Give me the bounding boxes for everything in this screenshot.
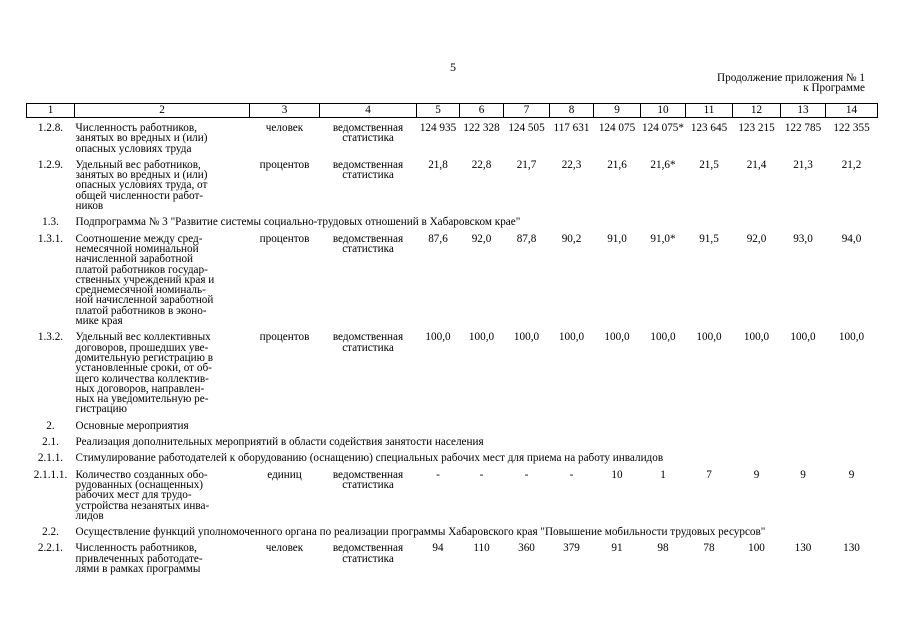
value-cell: 9	[800, 468, 806, 481]
value-cell: 130	[843, 542, 860, 555]
unit-cell: процентов	[259, 158, 310, 171]
header-cell: 12	[733, 104, 781, 118]
table-row	[27, 465, 878, 522]
continuation-note: Продолжение приложения № 1 к Программе	[717, 72, 865, 95]
header-cell: 13	[781, 104, 826, 118]
value-cell: 100,0	[838, 331, 865, 344]
indicator-name: Удельный вес коллективных договоров, прошедших уве- домительную регистрацию в установленные сроки, от об- щего количества коллектив- ных договоров, направлен- ных на уведомительную ре- гистрацию	[75, 331, 214, 416]
value-cell: 21,4	[746, 158, 767, 171]
value-cell: 7	[706, 468, 712, 481]
value-cell: 98	[657, 542, 669, 555]
value-cell: -	[479, 468, 484, 481]
value-cell: 123 215	[738, 122, 775, 134]
value-cell: -	[524, 468, 529, 481]
row-number: 2.2.1.	[37, 542, 64, 555]
header-cell: 14	[826, 104, 878, 118]
indicator-name: Соотношение между сред- немесячной номинальной начисленной заработной платой работников государ- ственных учреждений края и среднемесячной номиналь- ной начисленной заработной платой работников в эконо- мике края	[75, 232, 215, 328]
value-cell: 9	[848, 468, 855, 481]
source-cell: ведомственная статистика	[332, 331, 404, 354]
indicator-name: Количество созданных обо- рудованных (оснащенных) рабочих мест для трудо- устройства незанятых инва- лидов	[75, 468, 210, 522]
value-cell: 91	[611, 542, 623, 555]
value-cell: 91,5	[699, 232, 719, 245]
value-cell: 122 355	[833, 122, 870, 134]
value-cell: 1	[660, 468, 666, 481]
value-cell: 100,0	[468, 331, 495, 344]
value-cell: 100,0	[743, 331, 770, 344]
value-cell: 91,0	[607, 232, 627, 245]
value-cell: 87,8	[516, 232, 537, 245]
value-cell: -	[436, 468, 440, 481]
header-cell: 4	[320, 104, 417, 118]
value-cell: 93,0	[793, 232, 813, 245]
value-cell: 87,6	[428, 232, 448, 245]
header-cell: 3	[250, 104, 320, 118]
value-cell: 21,7	[516, 158, 537, 171]
indicators-table	[26, 103, 878, 575]
section-row	[27, 432, 878, 448]
source-cell: ведомственная статистика	[332, 158, 404, 182]
header-cell: 10	[641, 104, 686, 118]
header-cell: 1	[27, 104, 75, 118]
table-row	[27, 538, 878, 575]
row-number: 1.3.	[42, 216, 59, 229]
unit-cell: человек	[265, 122, 304, 134]
table-body	[27, 118, 878, 576]
table-row	[27, 327, 878, 415]
value-cell: 21,8	[428, 158, 448, 171]
row-number: 2.1.1.1.	[33, 468, 68, 481]
source-cell: ведомственная статистика	[332, 122, 404, 145]
indicator-name: Удельный вес работников, занятых во вредных и (или) опасных условиях труда, от общей численности работ- ников	[75, 158, 208, 213]
table-row	[27, 155, 878, 212]
row-number: 2.2.	[42, 526, 59, 539]
value-cell: 21,6	[607, 158, 627, 171]
value-cell: 100,0	[604, 331, 630, 344]
value-cell: -	[569, 468, 574, 481]
value-cell: 94	[432, 542, 444, 555]
section-title: Осуществление функций уполномоченного органа по реализации программы Хабаровского края "Повышение мобильности трудовых ресурсов"	[75, 526, 766, 539]
source-cell: ведомственная статистика	[332, 468, 404, 491]
value-cell: 124 505	[508, 122, 545, 134]
section-row	[27, 448, 878, 464]
row-number: 2.1.1.	[37, 452, 64, 465]
header-cell: 11	[686, 104, 733, 118]
value-cell: 21,6*	[650, 158, 676, 171]
value-cell: 91,0*	[650, 232, 676, 245]
section-title: Реализация дополнительных мероприятий в области содействия занятости населения	[75, 436, 484, 449]
value-cell: 92,0	[471, 232, 492, 245]
section-title: Подпрограмма № 3 "Развитие системы социально-трудовых отношений в Хабаровском крае"	[75, 216, 521, 229]
value-cell: 123 645	[690, 122, 728, 134]
section-title: Стимулирование работодателей к оборудованию (оснащению) специальных рабочих мест для приема на работу инвалидов	[75, 452, 664, 465]
section-row	[27, 416, 878, 432]
value-cell: 21,5	[699, 158, 719, 171]
value-cell: 100,0	[425, 331, 451, 344]
value-cell: 10	[611, 468, 623, 481]
section-row	[27, 212, 878, 228]
header-cell: 9	[594, 104, 641, 118]
unit-cell: человек	[265, 542, 304, 555]
value-cell: 100,0	[558, 331, 585, 344]
table-row	[27, 229, 878, 328]
section-title: Основные мероприятия	[75, 419, 189, 432]
value-cell: 117 631	[553, 122, 590, 134]
value-cell: 379	[563, 542, 580, 555]
table-header-row	[27, 104, 878, 118]
header-cell: 8	[550, 104, 594, 118]
value-cell: 122 328	[463, 122, 500, 134]
value-cell: 360	[518, 542, 535, 555]
row-number: 1.3.2.	[37, 331, 64, 344]
value-cell: 21,2	[841, 158, 862, 171]
row-number: 2.1.	[42, 436, 59, 449]
value-cell: 124 075	[598, 122, 636, 134]
row-number: 2.	[46, 419, 55, 432]
value-cell: 22,8	[471, 158, 492, 171]
unit-cell: единиц	[267, 468, 302, 481]
value-cell: 100,0	[696, 331, 722, 344]
header-cell: 6	[460, 104, 504, 118]
value-cell: 100,0	[650, 331, 676, 344]
header-cell: 2	[75, 104, 250, 118]
value-cell: 78	[703, 542, 715, 555]
header-cell: 7	[504, 104, 550, 118]
value-cell: 124 935	[419, 122, 457, 134]
value-cell: 110	[473, 542, 490, 555]
value-cell: 122 785	[784, 122, 822, 134]
row-number: 1.3.1.	[37, 232, 64, 245]
unit-cell: процентов	[259, 331, 310, 344]
indicator-name: Численность работников, привлеченных работодате- лями в рамках программы	[75, 542, 203, 575]
unit-cell: процентов	[259, 232, 310, 245]
source-cell: ведомственная статистика	[332, 232, 404, 255]
value-cell: 22,3	[561, 158, 582, 171]
value-cell: 9	[753, 468, 760, 481]
source-cell: ведомственная статистика	[332, 542, 404, 565]
header-cell: 5	[417, 104, 460, 118]
table-row	[27, 118, 878, 155]
value-cell: 92,0	[746, 232, 767, 245]
value-cell: 130	[794, 542, 812, 555]
value-cell: 100,0	[513, 331, 540, 344]
row-number: 1.2.9.	[37, 158, 64, 171]
section-row	[27, 522, 878, 538]
indicator-name: Численность работников, занятых во вредных и (или) опасных условиях труда	[75, 122, 208, 155]
value-cell: 100,0	[790, 331, 816, 344]
page-number: 5	[450, 60, 456, 74]
value-cell: 100	[748, 542, 765, 555]
value-cell: 124 075*	[642, 122, 684, 134]
row-number: 1.2.8.	[37, 122, 64, 134]
value-cell: 21,3	[793, 158, 813, 171]
value-cell: 90,2	[561, 232, 582, 245]
value-cell: 94,0	[841, 232, 862, 245]
